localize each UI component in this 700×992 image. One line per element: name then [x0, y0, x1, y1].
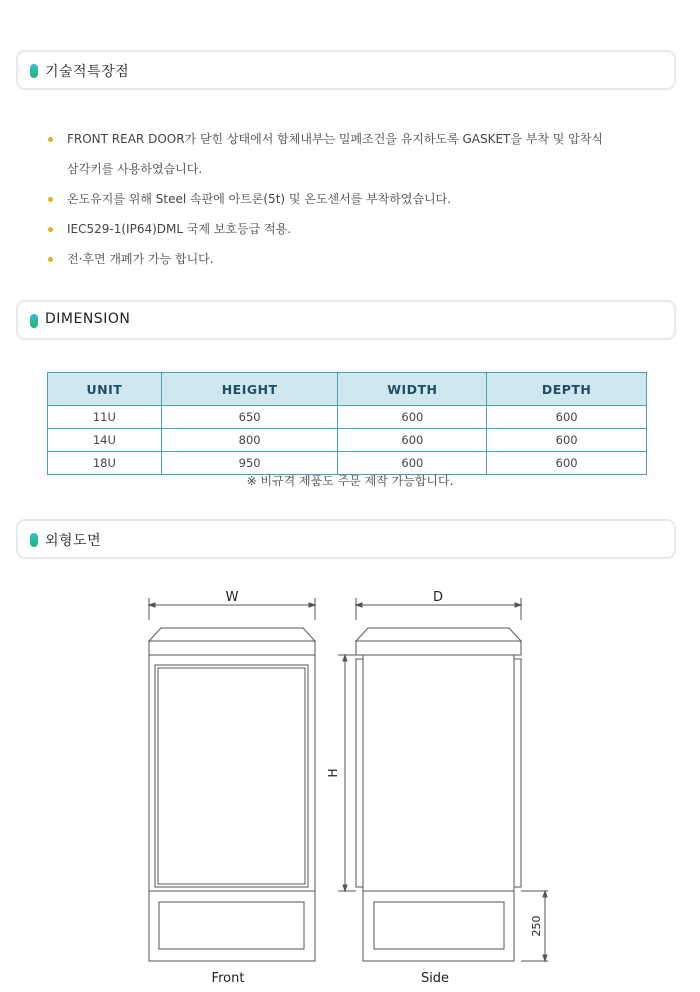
cell-unit: 18U — [48, 452, 162, 475]
feature-text: 전·후면 개폐가 가능 합니다. — [67, 252, 214, 266]
side-view — [338, 598, 548, 961]
table-row — [48, 429, 647, 452]
section-header-drawing — [16, 519, 676, 559]
custom-order-note: ※ 비규격 제품도 주문 제작 가능합니다. — [246, 474, 454, 488]
section-title-dimension: DIMENSION — [45, 311, 131, 327]
feature-item — [46, 124, 666, 154]
cell-height: 650 — [161, 406, 338, 429]
cell-unit: 11U — [48, 406, 162, 429]
header-height: HEIGHT — [161, 373, 338, 406]
depth-label: D — [432, 590, 444, 605]
feature-text: FRONT REAR DOOR가 닫힌 상태에서 함체내부는 밀폐조건을 유지하도록 GASKET을 부착 및 압착식 — [67, 132, 603, 146]
cell-depth: 600 — [487, 406, 647, 429]
bullet-dot-icon — [48, 197, 53, 202]
cell-height: 950 — [161, 452, 338, 475]
cell-depth: 600 — [487, 452, 647, 475]
feature-item — [46, 214, 666, 244]
section-header-dimension — [16, 300, 676, 340]
feature-list — [46, 124, 666, 274]
section-title-features: 기술적특장점 — [45, 64, 130, 80]
cell-height: 800 — [161, 429, 338, 452]
table-header-row — [48, 373, 647, 406]
front-caption: Front — [211, 971, 245, 986]
base-height-label: 250 — [530, 915, 543, 937]
section-header-features — [16, 50, 676, 90]
section-title-drawing: 외형도면 — [45, 533, 102, 549]
bullet-dot-icon — [48, 227, 53, 232]
front-view — [149, 598, 315, 961]
feature-item — [46, 244, 666, 274]
feature-item — [46, 184, 666, 214]
dimension-table — [47, 372, 647, 475]
cabinet-drawing — [0, 570, 700, 992]
side-caption: Side — [420, 971, 450, 986]
width-label: W — [225, 590, 239, 605]
height-label: H — [326, 768, 340, 778]
table-row — [48, 406, 647, 429]
header-unit: UNIT — [48, 373, 162, 406]
section-bullet-icon — [30, 314, 38, 328]
cell-depth: 600 — [487, 429, 647, 452]
header-width: WIDTH — [338, 373, 487, 406]
feature-item-continuation — [46, 154, 666, 184]
cell-unit: 14U — [48, 429, 162, 452]
bullet-dot-icon — [48, 257, 53, 262]
cell-width: 600 — [338, 406, 487, 429]
feature-text: IEC529-1(IP64)DML 국제 보호등급 적용. — [67, 222, 292, 236]
header-depth: DEPTH — [487, 373, 647, 406]
section-bullet-icon — [30, 64, 38, 78]
section-bullet-icon — [30, 533, 38, 547]
feature-text: 온도유지를 위해 Steel 속판에 아트론(5t) 및 온도센서를 부착하였습니다. — [67, 192, 452, 206]
bullet-dot-icon — [48, 137, 53, 142]
cell-width: 600 — [338, 452, 487, 475]
cell-width: 600 — [338, 429, 487, 452]
feature-text: 삼각키를 사용하였습니다. — [67, 162, 203, 176]
